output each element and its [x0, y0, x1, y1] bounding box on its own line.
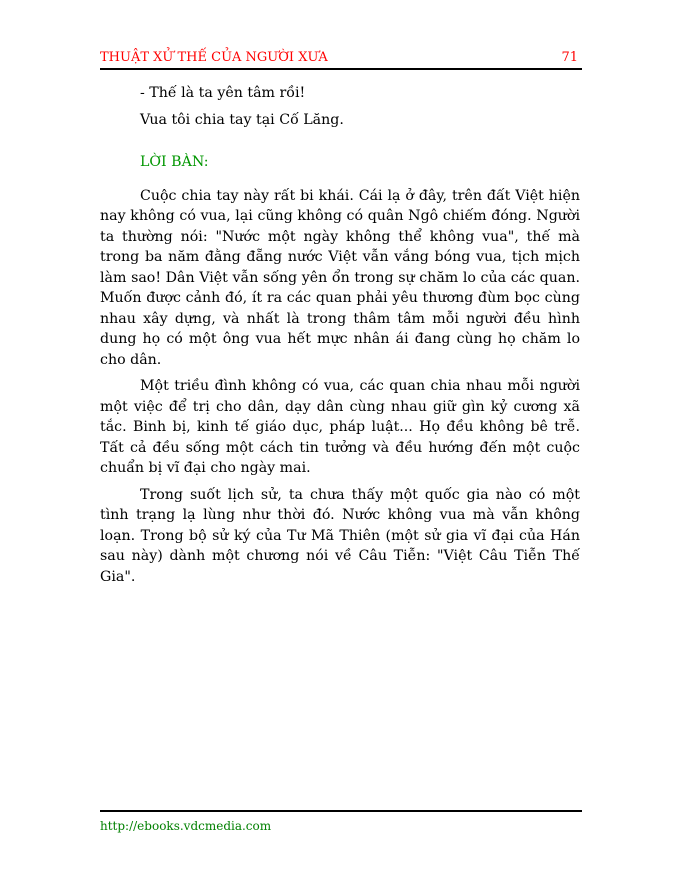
paragraph: Cuộc chia tay này rất bi khái. Cái lạ ở đây, trên đất Việt hiện nay không có vua, lại cũng không có quân Ngô chiếm đóng. Người ta thường nói: "Nước một ngày không thể không vua", thế mà trong ba năm đằng đẵng nước Việt vẫn vắng bóng vua, tịch mịch làm sao! Dân Việt vẫn sống yên ổn trong sự chăm lo của các quan. Muốn được cảnh đó, ít ra các quan phải yêu thương đùm bọc cùng nhau xây dựng, và nhất là trong thâm tâm mỗi người đều hình dung họ có một ông vua hết mực nhân ái đang cùng họ chăm lo cho dân. — [100, 187, 580, 368]
book-title: THUẬT XỬ THẾ CỦA NGƯỜI XƯA — [100, 50, 328, 65]
paragraph: Một triều đình không có vua, các quan chia nhau mỗi người một việc để trị cho dân, dạy dân cùng nhau giữ gìn kỷ cương xã tắc. Binh bị, kinh tế giáo dục, pháp luật... Họ đều không bê trễ. Tất cả đều sống một cách tin tưởng và đều hướng đến một cuộc chuẩn bị vĩ đại cho ngày mai. — [100, 378, 580, 476]
paragraph: Trong suốt lịch sử, ta chưa thấy một quốc gia nào có một tình trạng lạ lùng như thời đó. Nước không vua mà vẫn không loạn. Trong bộ sử ký của Tư Mã Thiên (một sử gia vĩ đại của Hán sau này) dành một chương nói về Câu Tiễn: "Việt Câu Tiễn Thế Gia". — [100, 486, 580, 585]
section-heading: LỜI BÀN: — [140, 154, 209, 170]
page-number: 71 — [561, 50, 578, 65]
header-divider — [100, 68, 582, 70]
footer-divider — [100, 810, 582, 812]
page-body — [100, 83, 580, 593]
dialogue-line: - Thế là ta yên tâm rồi! — [140, 85, 306, 101]
narrative-line: Vua tôi chia tay tại Cố Lăng. — [140, 111, 344, 128]
footer-link[interactable]: http://ebooks.vdcmedia.com — [100, 819, 272, 833]
page-header — [100, 50, 582, 68]
